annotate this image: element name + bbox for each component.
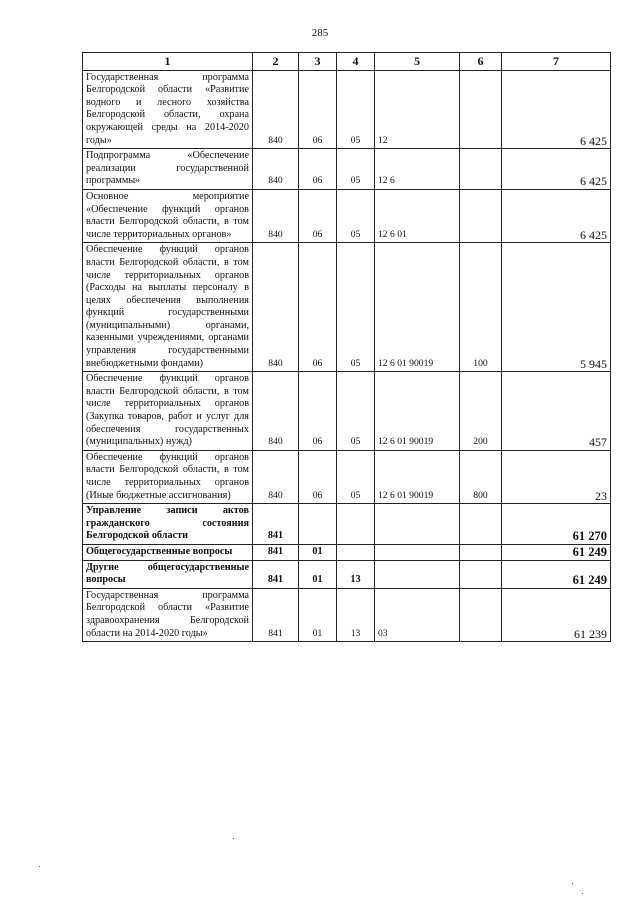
cell-subsection: 05 [337, 149, 375, 190]
cell-ministry: 841 [253, 560, 299, 588]
cell-target-article: 12 6 01 90019 [375, 243, 460, 372]
cell-expense-type [460, 588, 502, 641]
cell-target-article: 12 6 [375, 149, 460, 190]
table-row [83, 372, 611, 451]
cell-description: Подпрограмма «Обеспечение реализации государственной программы» [83, 149, 253, 190]
table-row [83, 504, 611, 545]
cell-amount: 61 270 [502, 504, 611, 545]
header-cell: 6 [460, 53, 502, 71]
cell-target-article: 03 [375, 588, 460, 641]
cell-description: Обеспечение функций органов власти Белгородской области, в том числе территориальных органов (Расходы на выплаты персоналу в целях обеспечения выполнения функций государственными (муниципальными) органами, казенными учреждениями, органами управления государственными внебюджетными фондами) [83, 243, 253, 372]
cell-expense-type: 100 [460, 243, 502, 372]
cell-ministry: 840 [253, 70, 299, 149]
cell-description: Общегосударственные вопросы [83, 544, 253, 560]
cell-section: 06 [299, 243, 337, 372]
cell-ministry: 840 [253, 372, 299, 451]
budget-table [82, 52, 611, 642]
header-cell: 3 [299, 53, 337, 71]
cell-section: 06 [299, 450, 337, 503]
cell-subsection: 13 [337, 560, 375, 588]
cell-subsection: 05 [337, 450, 375, 503]
header-cell: 4 [337, 53, 375, 71]
cell-subsection: 05 [337, 189, 375, 242]
cell-description: Основное мероприятие «Обеспечение функций органов власти Белгородской области, в том числе территориальных органов» [83, 189, 253, 242]
cell-target-article: 12 6 01 90019 [375, 450, 460, 503]
cell-description: Государственная программа Белгородской области «Развитие водного и лесного хозяйства Белгородской области, охрана окружающей среды на 2014-2020 годы» [83, 70, 253, 149]
header-cell: 5 [375, 53, 460, 71]
cell-target-article: 12 [375, 70, 460, 149]
cell-amount: 6 425 [502, 70, 611, 149]
table-row [83, 544, 611, 560]
cell-target-article [375, 560, 460, 588]
cell-target-article [375, 544, 460, 560]
cell-ministry: 841 [253, 544, 299, 560]
cell-section [299, 504, 337, 545]
cell-expense-type [460, 560, 502, 588]
cell-ministry: 840 [253, 450, 299, 503]
table-row [83, 243, 611, 372]
cell-ministry: 840 [253, 149, 299, 190]
cell-section: 01 [299, 544, 337, 560]
cell-section: 06 [299, 189, 337, 242]
cell-description: Другие общегосударственные вопросы [83, 560, 253, 588]
cell-amount: 61 249 [502, 544, 611, 560]
cell-target-article [375, 504, 460, 545]
page-number: 285 [311, 27, 329, 39]
header-row [83, 53, 611, 71]
cell-expense-type: 200 [460, 372, 502, 451]
scan-speck [572, 883, 573, 884]
cell-subsection: 05 [337, 70, 375, 149]
cell-expense-type: 800 [460, 450, 502, 503]
cell-section: 01 [299, 588, 337, 641]
cell-subsection [337, 544, 375, 560]
scan-speck [39, 866, 40, 867]
header-cell: 2 [253, 53, 299, 71]
table-row [83, 450, 611, 503]
cell-description: Управление записи актов гражданского состояния Белгородской области [83, 504, 253, 545]
cell-ministry: 840 [253, 243, 299, 372]
table-row [83, 70, 611, 149]
cell-expense-type [460, 544, 502, 560]
cell-subsection: 13 [337, 588, 375, 641]
cell-amount: 6 425 [502, 149, 611, 190]
header-cell: 7 [502, 53, 611, 71]
table-body [83, 70, 611, 642]
table-row [83, 560, 611, 588]
scan-speck [233, 838, 234, 839]
cell-subsection [337, 504, 375, 545]
cell-amount: 6 425 [502, 189, 611, 242]
table-row [83, 189, 611, 242]
cell-expense-type [460, 189, 502, 242]
cell-expense-type [460, 504, 502, 545]
cell-target-article: 12 6 01 90019 [375, 372, 460, 451]
cell-expense-type [460, 149, 502, 190]
cell-ministry: 840 [253, 189, 299, 242]
cell-description: Обеспечение функций органов власти Белгородской области, в том числе территориальных органов (Закупка товаров, работ и услуг для обеспечения государственных (муниципальных) нужд) [83, 372, 253, 451]
cell-expense-type [460, 70, 502, 149]
cell-section: 01 [299, 560, 337, 588]
table-row [83, 588, 611, 641]
cell-amount: 23 [502, 450, 611, 503]
table-row [83, 149, 611, 190]
cell-subsection: 05 [337, 243, 375, 372]
scan-speck [582, 893, 583, 894]
cell-amount: 457 [502, 372, 611, 451]
cell-section: 06 [299, 70, 337, 149]
header-cell: 1 [83, 53, 253, 71]
cell-subsection: 05 [337, 372, 375, 451]
cell-description: Обеспечение функций органов власти Белгородской области, в том числе территориальных органов (Иные бюджетные ассигнования) [83, 450, 253, 503]
cell-amount: 5 945 [502, 243, 611, 372]
cell-description: Государственная программа Белгородской области «Развитие здравоохранения Белгородской области на 2014-2020 годы» [83, 588, 253, 641]
cell-section: 06 [299, 149, 337, 190]
cell-target-article: 12 6 01 [375, 189, 460, 242]
cell-ministry: 841 [253, 588, 299, 641]
cell-section: 06 [299, 372, 337, 451]
cell-amount: 61 239 [502, 588, 611, 641]
cell-amount: 61 249 [502, 560, 611, 588]
cell-ministry: 841 [253, 504, 299, 545]
